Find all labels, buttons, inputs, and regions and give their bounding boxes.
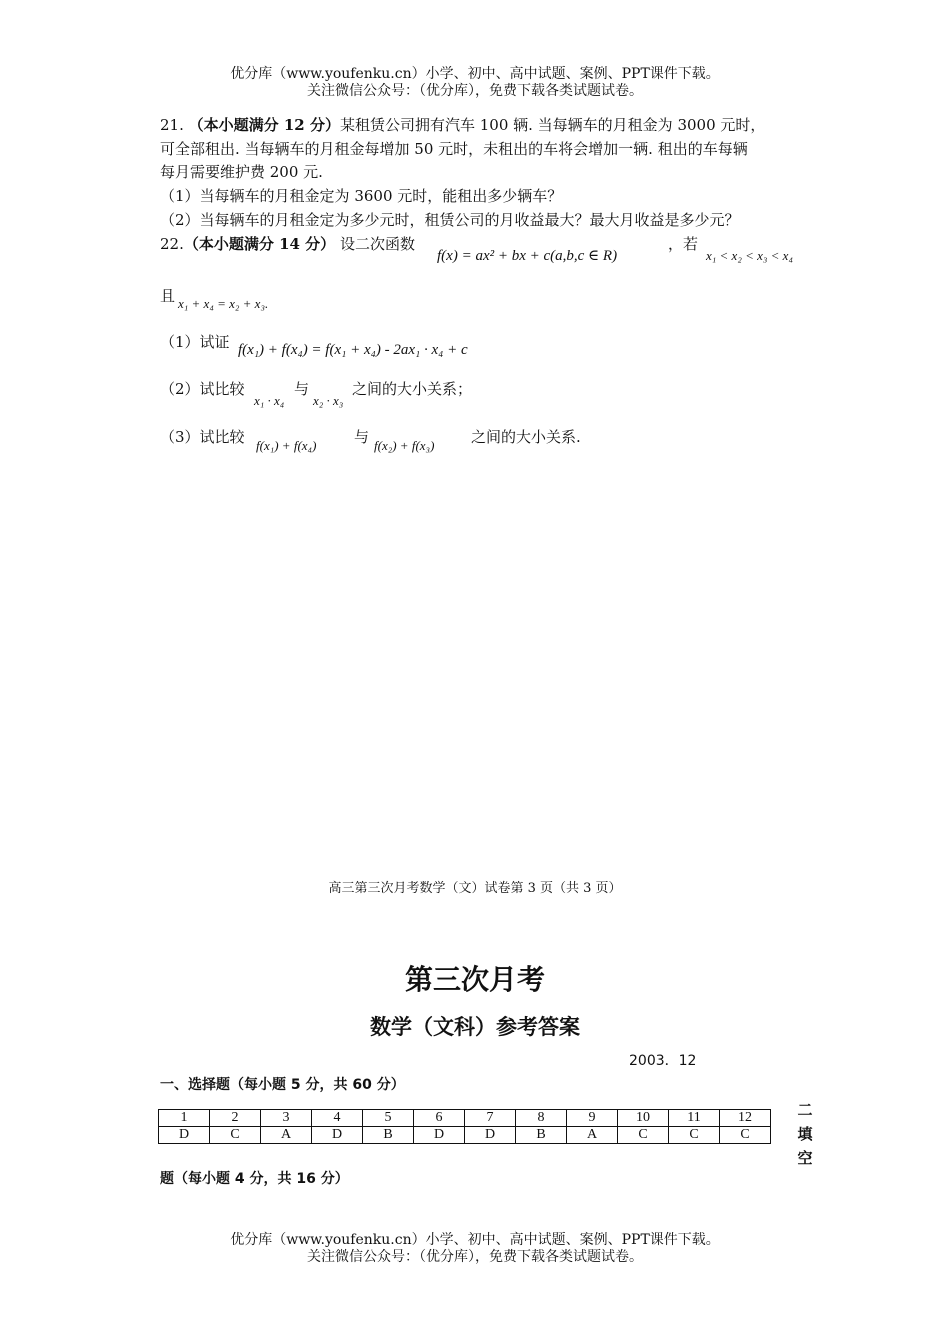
answer-letter-cell: C [669,1127,720,1144]
section2-vertical-label [795,1098,815,1170]
q22-header: （本小题满分 14 分） [183,235,336,253]
answer-number-cell: 5 [363,1110,414,1127]
section2-vertical-char: 填 [797,1125,813,1143]
q22-comma-ruo: ，若 [668,235,699,253]
answer-subtitle: 数学（文科）参考答案 [370,1014,580,1039]
q22-part2-tail: 之间的大小关系； [352,380,473,398]
q21-header: （本小题满分 12 分） [188,116,340,134]
section2-vertical-char: 二 [797,1101,813,1119]
q22-part2-label: （2）试比较 [160,380,245,398]
q22-part2-expr-a: x₁ · x₄ [254,393,285,408]
q22-part3-yu: 与 [354,428,370,446]
watermark-bottom [0,1232,950,1266]
answer-number-cell: 2 [210,1110,261,1127]
answer-title: 第三次月考 [404,963,545,996]
answer-table [158,1109,771,1144]
q22-inequality: x₁ < x₂ < x₃ < x₄ [706,248,793,263]
q22-part2-yu: 与 [294,380,310,398]
watermark-top [0,66,950,100]
section1-title: 一、选择题（每小题 5 分，共 60 分） [160,1077,405,1093]
q22-part2-expr-b: x₂ · x₃ [313,393,344,408]
q22-intro: 设二次函数 [339,235,415,253]
q22-number: 22. [160,235,184,253]
q22-qie: 且 [160,287,176,305]
watermark-bottom-line2: 关注微信公众号：（优分库），免费下载各类试题试卷。 [307,1249,643,1265]
section2-vertical-char: 空 [797,1149,813,1167]
q21-line3: 每月需要维护费 200 元. [160,163,323,181]
answer-letter-cell: D [465,1127,516,1144]
q22-condition: x₁ + x₄ = x₂ + x₃. [178,296,269,311]
q22-part3-expr-a: f(x₁) + f(x₄) [256,438,317,453]
answer-number-cell: 9 [567,1110,618,1127]
page-footer: 高三第三次月考数学（文）试卷第 3 页（共 3 页） [328,881,622,896]
answer-number-cell: 4 [312,1110,363,1127]
q21-line1-rest: 某租赁公司拥有汽车 100 辆. 当每辆车的月租金为 3000 元时， [339,116,766,134]
answer-letter-cell: C [210,1127,261,1144]
q22-function-formula: f(x) = ax² + bx + c(a,b,c ∈ R) [437,248,618,264]
q22-line1 [160,233,415,255]
watermark-bottom-line1: 优分库（www.youfenku.cn）小学、初中、高中试题、案例、PPT课件下载。 [230,1232,720,1248]
answer-date: 2003．12 [629,1053,697,1069]
answer-number-cell: 10 [618,1110,669,1127]
answer-table-answer-row [159,1127,771,1144]
answer-letter-cell: A [567,1127,618,1144]
q22-part1-formula: f(x₁) + f(x₄) = f(x₁ + x₄) - 2ax₁ · x₄ + c [238,342,468,358]
q21-line2: 可全部租出. 当每辆车的月租金每增加 50 元时，未租出的车将会增加一辆. 租出的车每辆 [160,140,748,158]
watermark-top-line1: 优分库（www.youfenku.cn）小学、初中、高中试题、案例、PPT课件下载。 [230,66,720,82]
answer-number-cell: 6 [414,1110,465,1127]
q22-part3-label: （3）试比较 [160,428,245,446]
answer-letter-cell: D [414,1127,465,1144]
q22-part3-tail: 之间的大小关系. [471,428,581,446]
q21-part2: （2）当每辆车的月租金定为多少元时，租赁公司的月收益最大？最大月收益是多少元？ [160,211,740,229]
answer-letter-cell: C [618,1127,669,1144]
answer-letter-cell: A [261,1127,312,1144]
watermark-top-line2: 关注微信公众号：（优分库），免费下载各类试题试卷。 [307,83,643,99]
q21-number: 21. [160,116,184,134]
answer-letter-cell: D [312,1127,363,1144]
answer-letter-cell: B [363,1127,414,1144]
answer-letter-cell: C [720,1127,771,1144]
answer-number-cell: 3 [261,1110,312,1127]
answer-number-cell: 1 [159,1110,210,1127]
answer-table-number-row [159,1110,771,1127]
answer-letter-cell: D [159,1127,210,1144]
answer-number-cell: 7 [465,1110,516,1127]
q21-line1 [160,114,765,136]
section2-title: 题（每小题 4 分，共 16 分） [160,1171,349,1187]
q21-part1: （1）当每辆车的月租金定为 3600 元时，能租出多少辆车？ [160,187,563,205]
answer-number-cell: 8 [516,1110,567,1127]
answer-number-cell: 11 [669,1110,720,1127]
q22-part1-label: （1）试证 [160,333,230,351]
q22-part3-expr-b: f(x₂) + f(x₃) [374,438,435,453]
answer-number-cell: 12 [720,1110,771,1127]
answer-letter-cell: B [516,1127,567,1144]
